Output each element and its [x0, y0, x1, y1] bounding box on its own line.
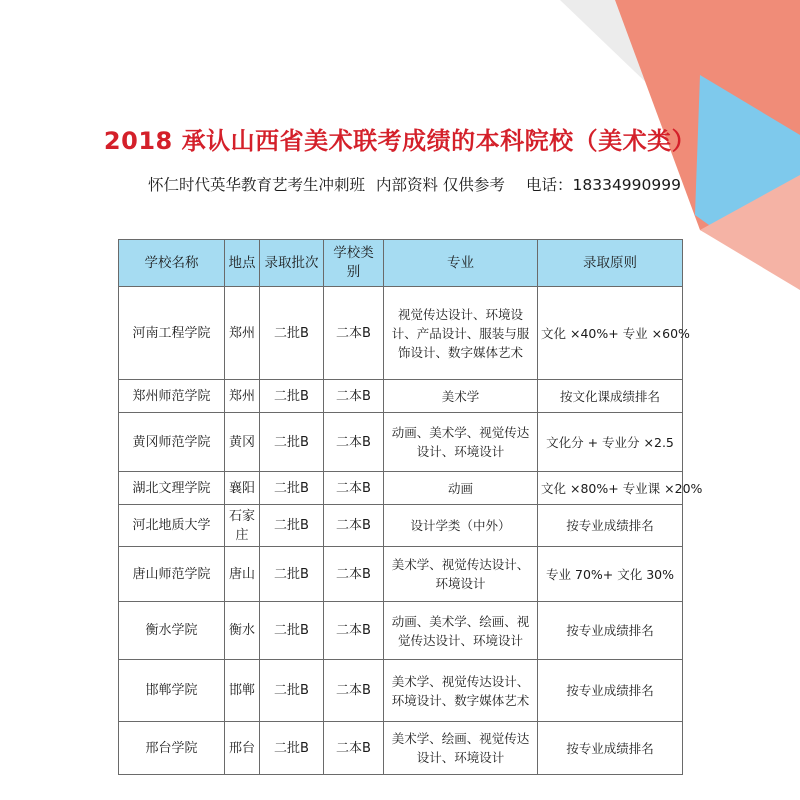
table-row	[119, 505, 683, 547]
cell-category: 二本B	[324, 413, 384, 472]
cell-school-name: 唐山师范学院	[119, 547, 225, 602]
cell-batch: 二批B	[260, 602, 324, 660]
contact-phone: 电话：18334990999	[526, 176, 681, 194]
cell-rule: 按专业成绩排名	[538, 602, 683, 660]
table-row	[119, 287, 683, 380]
cell-school-name: 邯郸学院	[119, 660, 225, 722]
cell-category: 二本B	[324, 547, 384, 602]
cell-rule: 文化分 + 专业分 ×2.5	[538, 413, 683, 472]
cell-school-name: 河南工程学院	[119, 287, 225, 380]
cell-rule: 按专业成绩排名	[538, 722, 683, 775]
cell-location: 郑州	[225, 287, 260, 380]
schools-table	[118, 239, 703, 775]
cell-location: 邢台	[225, 722, 260, 775]
cell-category: 二本B	[324, 722, 384, 775]
cell-rule: 专业 70%+ 文化 30%	[538, 547, 683, 602]
cell-major: 美术学、绘画、视觉传达设计、环境设计	[384, 722, 538, 775]
cell-school-name: 郑州师范学院	[119, 380, 225, 413]
cell-school-name: 邢台学院	[119, 722, 225, 775]
cell-rule: 按专业成绩排名	[538, 660, 683, 722]
header-admission-rule: 录取原则	[538, 240, 683, 287]
cell-school-name: 湖北文理学院	[119, 472, 225, 505]
cell-category: 二本B	[324, 602, 384, 660]
cell-category: 二本B	[324, 380, 384, 413]
disclaimer-note: 内部资料 仅供参考	[376, 176, 505, 194]
table-row	[119, 722, 683, 775]
table-row	[119, 413, 683, 472]
cell-major: 美术学	[384, 380, 538, 413]
cell-major: 动画、美术学、绘画、视觉传达设计、环境设计	[384, 602, 538, 660]
table-row	[119, 380, 683, 413]
cell-batch: 二批B	[260, 660, 324, 722]
header-admission-batch: 录取批次	[260, 240, 324, 287]
cell-category: 二本B	[324, 660, 384, 722]
header-location: 地点	[225, 240, 260, 287]
header-school-name: 学校名称	[119, 240, 225, 287]
organization-name: 怀仁时代英华教育艺考生冲刺班	[148, 176, 366, 194]
cell-location: 唐山	[225, 547, 260, 602]
table-body	[119, 287, 703, 775]
table-row	[119, 660, 683, 722]
cell-school-name: 河北地质大学	[119, 505, 225, 547]
table-header-row	[119, 240, 683, 287]
table-row	[119, 547, 683, 602]
cell-location: 邯郸	[225, 660, 260, 722]
cell-location: 郑州	[225, 380, 260, 413]
cell-category: 二本B	[324, 472, 384, 505]
cell-rule: 文化 ×40%+ 专业 ×60%	[538, 287, 683, 380]
cell-category: 二本B	[324, 287, 384, 380]
cell-location: 黄冈	[225, 413, 260, 472]
cell-location: 衡水	[225, 602, 260, 660]
document-subtitle	[148, 172, 708, 198]
cell-major: 动画	[384, 472, 538, 505]
cell-batch: 二批B	[260, 413, 324, 472]
cell-rule: 按专业成绩排名	[538, 505, 683, 547]
table-row	[119, 472, 683, 505]
cell-school-name: 黄冈师范学院	[119, 413, 225, 472]
cell-batch: 二批B	[260, 547, 324, 602]
cell-rule: 文化 ×80%+ 专业课 ×20%	[538, 472, 683, 505]
cell-location: 石家庄	[225, 505, 260, 547]
cell-category: 二本B	[324, 505, 384, 547]
cell-batch: 二批B	[260, 472, 324, 505]
cell-major: 美术学、视觉传达设计、环境设计	[384, 547, 538, 602]
cell-batch: 二批B	[260, 287, 324, 380]
document-title: 2018 承认山西省美术联考成绩的本科院校（美术类）	[103, 127, 697, 155]
header-school-category: 学校类别	[324, 240, 384, 287]
cell-major: 设计学类（中外）	[384, 505, 538, 547]
header-major: 专业	[384, 240, 538, 287]
cell-rule: 按文化课成绩排名	[538, 380, 683, 413]
cell-location: 襄阳	[225, 472, 260, 505]
cell-major: 动画、美术学、视觉传达设计、环境设计	[384, 413, 538, 472]
cell-batch: 二批B	[260, 380, 324, 413]
cell-batch: 二批B	[260, 722, 324, 775]
cell-school-name: 衡水学院	[119, 602, 225, 660]
cell-batch: 二批B	[260, 505, 324, 547]
cell-major: 视觉传达设计、环境设计、产品设计、服装与服饰设计、数字媒体艺术	[384, 287, 538, 380]
cell-major: 美术学、视觉传达设计、环境设计、数字媒体艺术	[384, 660, 538, 722]
table-row	[119, 602, 683, 660]
